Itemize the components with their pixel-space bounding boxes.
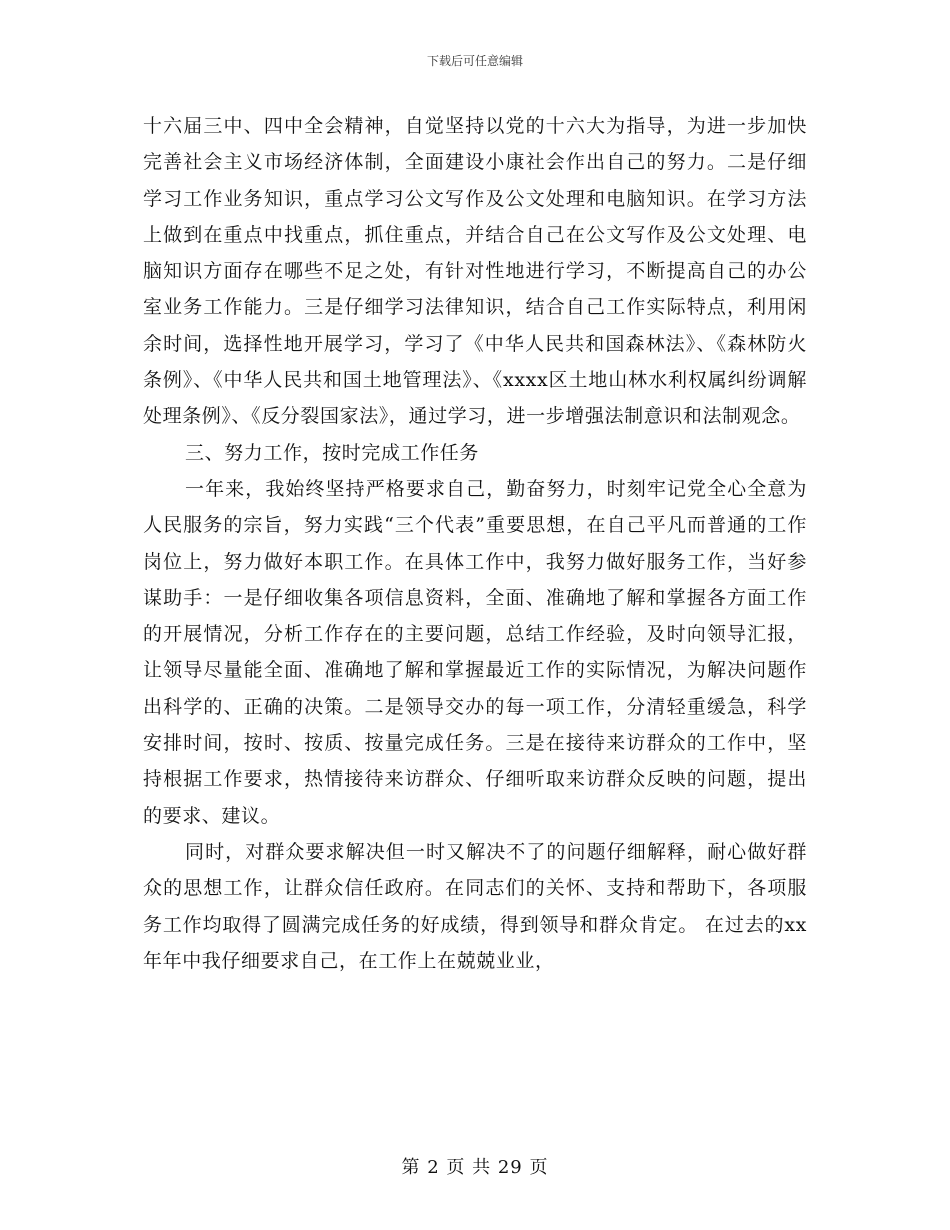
paragraph: 一年来，我始终坚持严格要求自己，勤奋努力，时刻牢记党全心全意为人民服务的宗旨，努力实践“三个代表”重要思想，在自己平凡而普通的工作岗位上，努力做好本职工作。在具体工作中，我努力做好服务工作，当好参谋助手：一是仔细收集各项信息资料，全面、准确地了解和掌握各方面工作的开展情况，分析工作存在的主要问题，总结工作经验，及时向领导汇报，让领导尽量能全面、准确地了解和掌握最近工作的实际情况，为解决问题作出科学的、正确的决策。二是领导交办的每一项工作，分清轻重缓急，科学安排时间，按时、按质、按量完成任务。三是在接待来访群众的工作中，坚持根据工作要求，热情接待来访群众、仔细听取来访群众反映的问题，提出的要求、建议。 bbox=[143, 477, 807, 827]
paragraph-continued: 十六届三中、四中全会精神，自觉坚持以党的十六大为指导，为进一步加快完善社会主义市场经济体制，全面建设小康社会作出自己的努力。二是仔细学习工作业务知识，重点学习公文写作及公文处理和电脑知识。在学习方法上做到在重点中找重点，抓住重点，并结合自己在公文写作及公文处理、电脑知识方面存在哪些不足之处，有针对性地进行学习，不断提高自己的办公室业务工作能力。三是仔细学习法律知识，结合自己工作实际特点，利用闲余时间，选择性地开展学习，学习了《中华人民共和国森林法》、《森林防火条例》、《中华人民共和国土地管理法》、《xxxx区土地山林水利权属纠纷调解处理条例》、《反分裂国家法》，通过学习，进一步增强法制意识和法制观念。 bbox=[143, 115, 807, 428]
section-heading: 三、努力工作，按时完成工作任务 bbox=[185, 441, 480, 464]
page-number: 第 2 页 共 29 页 bbox=[401, 1157, 549, 1178]
paragraph: 同时，对群众要求解决但一时又解决不了的问题仔细解释，耐心做好群众的思想工作，让群众信任政府。在同志们的关怀、支持和帮助下，各项服务工作均取得了圆满完成任务的好成绩，得到领导和群众肯定。 在过去的xx年年中我仔细要求自己，在工作上在兢兢业业， bbox=[143, 840, 807, 972]
page-header: 下载后可任意编辑 bbox=[426, 54, 523, 68]
document-body bbox=[143, 108, 807, 979]
